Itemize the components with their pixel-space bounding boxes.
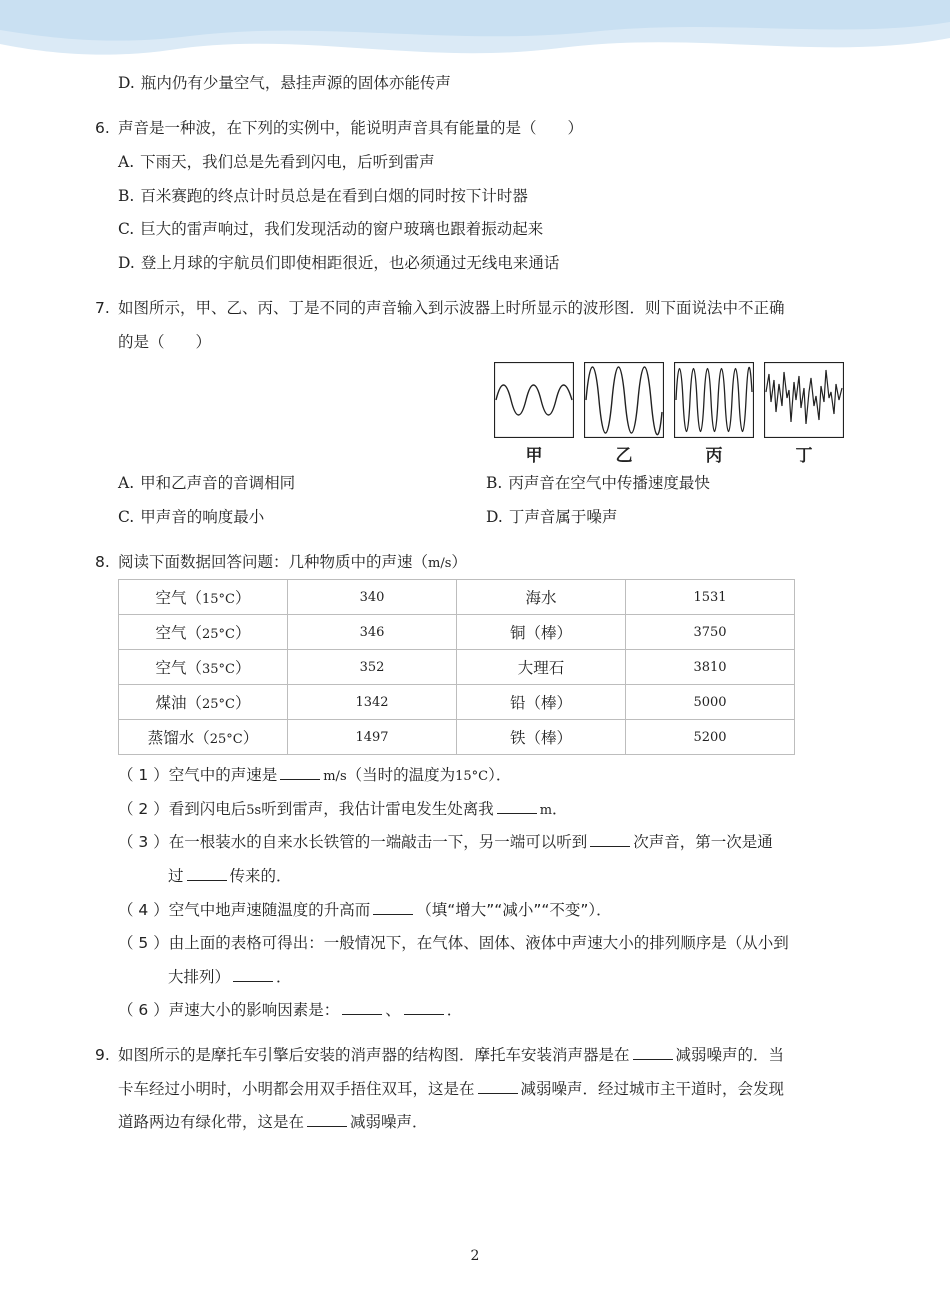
q7-option-c (118, 506, 264, 528)
option-text: 瓶内仍有少量空气，悬挂声源的固体亦能传声 (140, 74, 451, 92)
q8-sub6: （ 6 ）声速大小的影响因素是： 、 ． (118, 1001, 463, 1019)
table-row (119, 685, 795, 720)
q8-stem-unit: m/s (428, 556, 452, 571)
answer-blank[interactable] (307, 1112, 347, 1127)
answer-blank[interactable] (342, 1000, 382, 1015)
option-label: A. (118, 474, 135, 492)
sub-index: （ 6 ） (118, 1001, 169, 1019)
option-label: A. (118, 153, 135, 171)
sub-index: （ 4 ） (118, 901, 169, 919)
table-cell-speed: 1342 (288, 685, 457, 720)
q8-stem-text: 阅读下面数据回答问题：几种物质中的声速（ (118, 553, 429, 571)
answer-blank[interactable] (497, 799, 537, 814)
sub-index: （ 1 ） (118, 766, 169, 784)
q8-sub3: （ 3 ）在一根装水的自来水长铁管的一端敲击一下，另一端可以听到 次声音，第一次是通 (118, 833, 773, 851)
q9-line1: 如图所示的是摩托车引擎后安装的消声器的结构图．摩托车安装消声器是在 减弱噪声的．当 (118, 1046, 785, 1064)
waveform-ding (764, 362, 844, 438)
q6-option-c (118, 218, 543, 240)
option-text: 登上月球的宇航员们即使相距很近，也必须通过无线电来通话 (140, 254, 560, 272)
answer-blank[interactable] (633, 1045, 673, 1060)
option-label: D. (118, 254, 135, 272)
option-text: 甲和乙声音的音调相同 (140, 474, 296, 492)
option-text: 丙声音在空气中传播速度最快 (508, 474, 710, 492)
answer-blank[interactable] (404, 1000, 444, 1015)
waveform-bing (674, 362, 754, 438)
sound-speed-table (118, 579, 795, 755)
sub-index: （ 5 ） (118, 934, 169, 952)
table-row (119, 615, 795, 650)
q6-option-b (118, 185, 528, 207)
table-cell-material: 蒸馏水（25°C） (119, 720, 288, 755)
header-banner (0, 0, 950, 70)
q9-line3: 道路两边有绿化带，这是在 减弱噪声． (118, 1113, 428, 1131)
wave-label-bing: 丙 (705, 446, 723, 466)
waveform-jia (494, 362, 574, 438)
table-cell-material: 煤油（25°C） (119, 685, 288, 720)
q8-sub5-cont: 大排列） ． (168, 968, 292, 986)
q6-number: 6. (95, 119, 110, 137)
q7-option-d (486, 506, 617, 528)
table-cell-material: 铁（棒） (457, 720, 626, 755)
q7-option-a (118, 472, 295, 494)
wave-label-yi: 乙 (615, 446, 633, 466)
wave-label-jia: 甲 (525, 446, 543, 466)
answer-blank[interactable] (233, 967, 273, 982)
q8-sub3-cont: 过 传来的． (168, 867, 292, 885)
table-cell-material: 空气（15°C） (119, 580, 288, 615)
table-cell-speed: 340 (288, 580, 457, 615)
wave-label-ding: 丁 (795, 446, 813, 466)
table-cell-material: 空气（35°C） (119, 650, 288, 685)
option-label: D. (118, 74, 135, 92)
table-cell-material: 铜（棒） (457, 615, 626, 650)
q8-stem (118, 551, 467, 575)
table-cell-speed: 5000 (626, 685, 795, 720)
table-cell-speed: 1531 (626, 580, 795, 615)
table-cell-material: 空气（25°C） (119, 615, 288, 650)
table-cell-speed: 1497 (288, 720, 457, 755)
table-cell-speed: 3810 (626, 650, 795, 685)
table-cell-material: 大理石 (457, 650, 626, 685)
option-text: 百米赛跑的终点计时员总是在看到白烟的同时按下计时器 (140, 187, 528, 205)
table-row (119, 580, 795, 615)
q9-line2: 卡车经过小明时，小明都会用双手捂住双耳，这是在 减弱噪声．经过城市主干道时，会发现 (118, 1080, 785, 1098)
table-cell-speed: 352 (288, 650, 457, 685)
option-label: C. (118, 508, 135, 526)
q6-option-d (118, 252, 559, 274)
sub-index: （ 3 ） (118, 833, 169, 851)
q6-option-a (118, 151, 435, 173)
q7-stem-line2: 的是（ ） (118, 333, 212, 351)
option-label: C. (118, 220, 135, 238)
table-row (119, 720, 795, 755)
answer-blank[interactable] (373, 900, 413, 915)
q9-number: 9. (95, 1046, 110, 1064)
q8-number: 8. (95, 553, 110, 571)
q8-sub5: （ 5 ）由上面的表格可得出：一般情况下，在气体、固体、液体中声速大小的排列顺序是（从小到 (118, 934, 789, 952)
option-label: B. (486, 474, 503, 492)
option-label: D. (486, 508, 503, 526)
q8-sub1: （ 1 ）空气中的声速是 m/s（当时的温度为15°C）． (118, 766, 512, 784)
answer-blank[interactable] (280, 765, 320, 780)
answer-blank[interactable] (478, 1079, 518, 1094)
q7-option-b (486, 472, 710, 494)
q7-number: 7. (95, 299, 110, 317)
option-text: 甲声音的响度最小 (140, 508, 265, 526)
q7-stem-line1: 如图所示，甲、乙、丙、丁是不同的声音输入到示波器上时所显示的波形图．则下面说法中不正确 (118, 299, 785, 317)
q8-sub4: （ 4 ）空气中地声速随温度的升高而 （填“增大”“减小”“不变”）． (118, 901, 612, 919)
q6-stem: 声音是一种波，在下列的实例中，能说明声音具有能量的是（ ） (118, 119, 584, 137)
table-cell-speed: 5200 (626, 720, 795, 755)
page-number: 2 (470, 1248, 480, 1264)
option-text: 丁声音属于噪声 (508, 508, 618, 526)
table-row (119, 650, 795, 685)
table-cell-speed: 346 (288, 615, 457, 650)
table-cell-material: 海水 (457, 580, 626, 615)
q5-option-d (118, 72, 451, 94)
answer-blank[interactable] (590, 832, 630, 847)
table-cell-material: 铅（棒） (457, 685, 626, 720)
q8-sub2: （ 2 ）看到闪电后5s听到雷声，我估计雷电发生处离我 m． (118, 800, 568, 818)
option-text: 巨大的雷声响过，我们发现活动的窗户玻璃也跟着振动起来 (140, 220, 544, 238)
answer-blank[interactable] (187, 866, 227, 881)
option-label: B. (118, 187, 135, 205)
waveform-yi (584, 362, 664, 438)
table-cell-speed: 3750 (626, 615, 795, 650)
option-text: 下雨天，我们总是先看到闪电，后听到雷声 (140, 153, 435, 171)
sub-index: （ 2 ） (118, 800, 169, 818)
q8-stem-close: ） (451, 553, 467, 571)
